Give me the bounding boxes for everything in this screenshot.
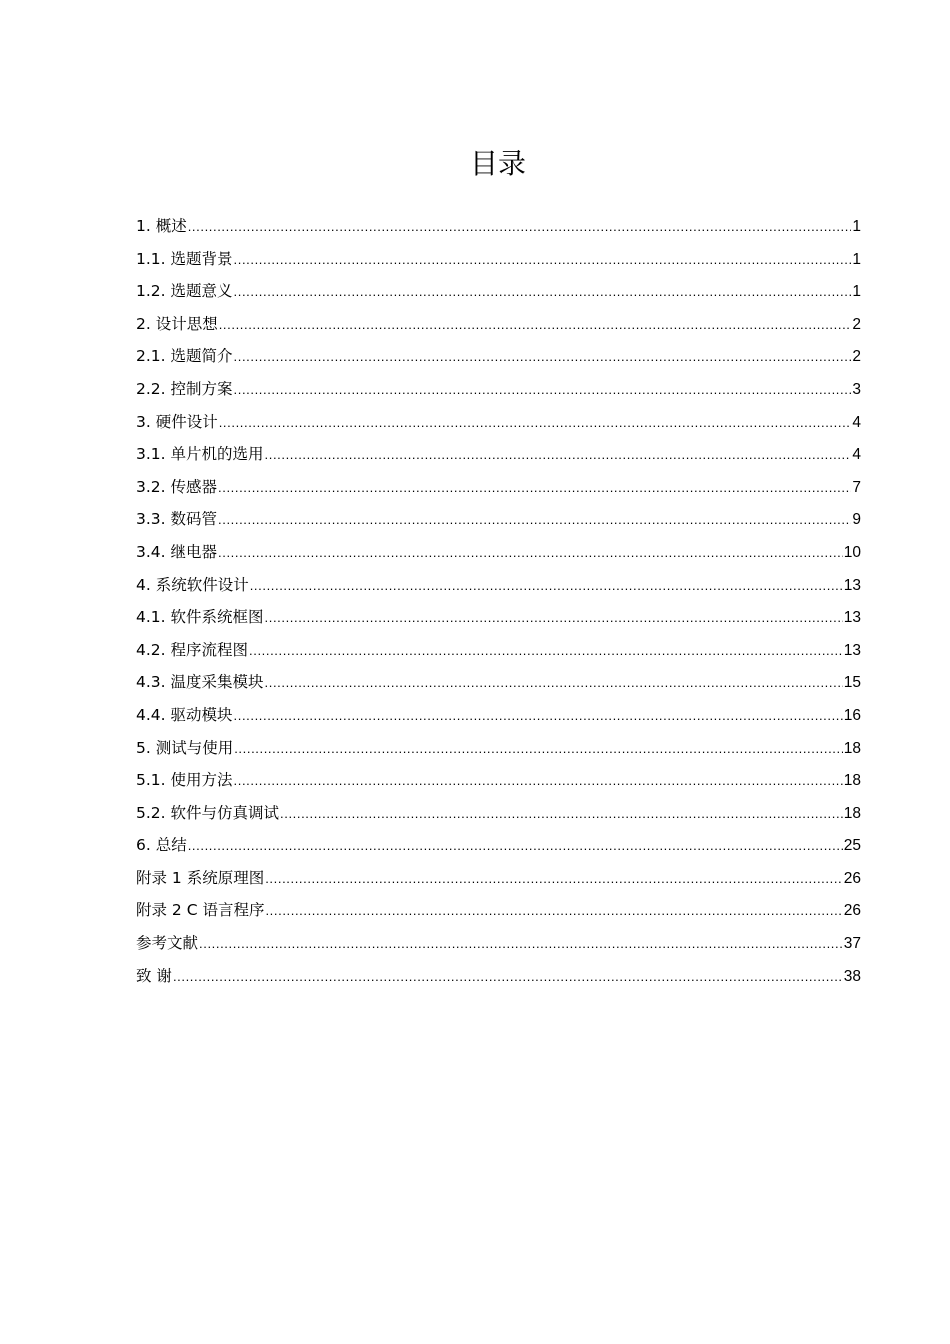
toc-entry-label: 3.3. 数码管: [136, 510, 218, 529]
toc-dot-leader: [265, 603, 843, 632]
toc-entry[interactable]: [136, 375, 861, 408]
toc-entry-label: 附录 2 C 语言程序: [136, 901, 265, 920]
toc-entry[interactable]: [136, 310, 861, 343]
toc-entry-label: 3.1. 单片机的选用: [136, 445, 264, 464]
toc-entry-page-number: 16: [843, 706, 861, 724]
toc-entry-page-number: 7: [852, 478, 861, 496]
toc-entry-page-number: 9: [852, 511, 861, 529]
toc-entry-label: 6. 总结: [136, 836, 187, 855]
toc-entry-label: 3. 硬件设计: [136, 412, 218, 431]
toc-dot-leader: [218, 473, 851, 502]
toc-entry-page-number: 1: [852, 250, 861, 268]
toc-entry-label: 1. 概述: [136, 217, 187, 235]
toc-entry-label: 3.4. 继电器: [136, 542, 218, 561]
toc-dot-leader: [234, 734, 843, 763]
toc-dot-leader: [265, 864, 843, 893]
toc-entry[interactable]: [136, 962, 861, 995]
toc-entry[interactable]: [136, 896, 861, 929]
toc-entry[interactable]: [136, 440, 861, 473]
toc-dot-leader: [219, 408, 852, 437]
toc-entry-label: 4.3. 温度采集模块: [136, 673, 264, 692]
toc-entry-page-number: 2: [852, 348, 861, 366]
toc-dot-leader: [173, 962, 843, 991]
toc-entry-label: 4.1. 软件系统框图: [136, 608, 264, 627]
toc-entry[interactable]: [136, 864, 861, 897]
toc-entry-label: 2.2. 控制方案: [136, 379, 233, 398]
toc-entry-label: 附录 1 系统原理图: [136, 868, 265, 887]
toc-entry[interactable]: [136, 473, 861, 506]
toc-entry-label: 1.2. 选题意义: [136, 282, 233, 301]
toc-entry-label: 5.2. 软件与仿真调试: [136, 803, 280, 822]
toc-entry-page-number: 13: [843, 576, 861, 594]
toc-entry-page-number: 4: [852, 446, 861, 464]
toc-entry-label: 5.1. 使用方法: [136, 771, 233, 790]
toc-entry-label: 4. 系统软件设计: [136, 575, 249, 594]
toc-title: 目录: [469, 147, 526, 180]
toc-entry-page-number: 38: [843, 967, 861, 985]
toc-entry[interactable]: [136, 734, 861, 767]
toc-entry-label: 参考文献: [136, 934, 199, 953]
toc-entry-label: 5. 测试与使用: [136, 738, 234, 757]
toc-list: [136, 212, 861, 994]
toc-dot-leader: [265, 896, 842, 925]
toc-dot-leader: [188, 831, 843, 860]
toc-entry[interactable]: [136, 571, 861, 604]
toc-dot-leader: [218, 538, 843, 567]
toc-entry-page-number: 18: [843, 772, 861, 790]
toc-entry[interactable]: [136, 408, 861, 441]
toc-dot-leader: [219, 310, 852, 339]
toc-dot-leader: [265, 668, 843, 697]
toc-entry-page-number: 1: [852, 283, 861, 301]
toc-dot-leader: [188, 212, 852, 241]
toc-entry[interactable]: [136, 766, 861, 799]
toc-entry[interactable]: [136, 701, 861, 734]
toc-entry-page-number: 18: [843, 739, 861, 757]
toc-entry[interactable]: [136, 342, 861, 375]
toc-entry-page-number: 26: [843, 869, 861, 887]
toc-entry-page-number: 26: [843, 902, 861, 920]
toc-dot-leader: [280, 799, 843, 828]
toc-dot-leader: [234, 277, 852, 306]
toc-entry-page-number: 1: [852, 218, 861, 235]
toc-entry-page-number: 10: [843, 543, 861, 561]
toc-entry-page-number: 13: [843, 641, 861, 659]
toc-entry-label: 1.1. 选题背景: [136, 249, 233, 268]
toc-entry-label: 致 谢: [136, 966, 172, 985]
toc-dot-leader: [234, 375, 852, 404]
toc-entry[interactable]: [136, 245, 861, 278]
toc-entry[interactable]: [136, 277, 861, 310]
toc-entry[interactable]: [136, 212, 861, 245]
toc-dot-leader: [249, 636, 843, 665]
toc-entry-page-number: 15: [843, 674, 861, 692]
toc-dot-leader: [234, 766, 843, 795]
toc-dot-leader: [234, 245, 852, 274]
toc-entry-page-number: 25: [843, 837, 861, 855]
toc-entry[interactable]: [136, 636, 861, 669]
toc-dot-leader: [234, 701, 843, 730]
toc-dot-leader: [250, 571, 843, 600]
toc-dot-leader: [199, 929, 843, 958]
toc-entry-page-number: 4: [852, 413, 861, 431]
toc-entry[interactable]: [136, 505, 861, 538]
toc-dot-leader: [218, 505, 851, 534]
toc-entry-label: 3.2. 传感器: [136, 477, 218, 496]
toc-entry-label: 4.2. 程序流程图: [136, 640, 249, 659]
toc-entry[interactable]: [136, 668, 861, 701]
toc-entry[interactable]: [136, 799, 861, 832]
toc-entry-page-number: 37: [843, 935, 861, 953]
toc-dot-leader: [234, 342, 852, 371]
toc-entry-label: 2.1. 选题简介: [136, 347, 233, 366]
toc-entry[interactable]: [136, 929, 861, 962]
toc-entry-page-number: 3: [852, 380, 861, 398]
toc-entry-label: 4.4. 驱动模块: [136, 705, 233, 724]
toc-entry-label: 2. 设计思想: [136, 314, 218, 333]
toc-dot-leader: [265, 440, 852, 469]
toc-entry[interactable]: [136, 538, 861, 571]
toc-entry[interactable]: [136, 603, 861, 636]
toc-entry-page-number: 2: [852, 315, 861, 333]
toc-entry-page-number: 13: [843, 609, 861, 627]
toc-entry-page-number: 18: [843, 804, 861, 822]
toc-entry[interactable]: [136, 831, 861, 864]
